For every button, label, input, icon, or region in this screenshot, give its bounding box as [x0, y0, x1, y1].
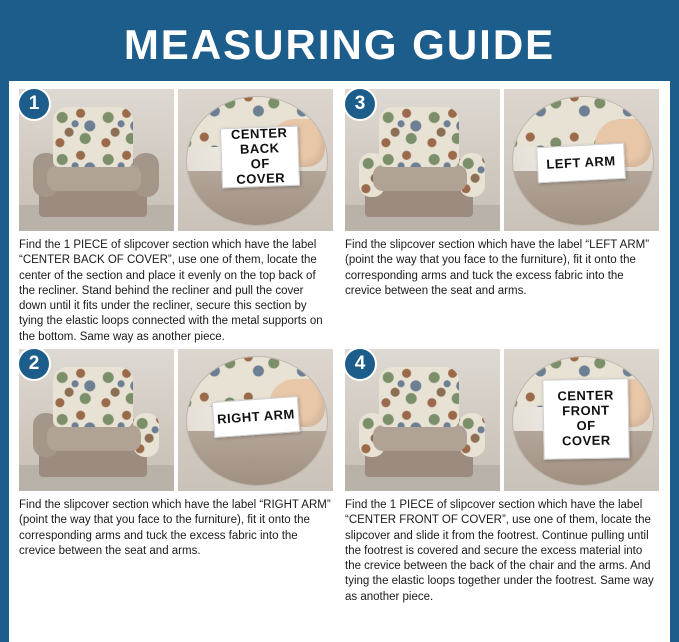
step-3-photo-detail	[504, 89, 659, 231]
recliner-back-slipcover	[53, 107, 133, 167]
recliner-seat	[47, 165, 141, 191]
step-4-zoom-circle	[512, 356, 654, 486]
page-header	[9, 9, 670, 81]
step-2-zoom-circle	[186, 356, 328, 486]
step-4-photo-detail	[504, 349, 659, 491]
recliner-back-slipcover	[53, 367, 133, 427]
step-2-photo-detail	[178, 349, 333, 491]
step-3-number-badge: 3	[345, 89, 375, 119]
tag-line-4: COVER	[561, 432, 611, 449]
step-1-photo-detail	[178, 89, 333, 231]
step-2	[19, 349, 334, 605]
recliner-illustration	[31, 363, 161, 481]
step-1	[19, 89, 334, 345]
step-4-number-badge: 4	[345, 349, 375, 379]
step-3-instructions: Find the slipcover section which have the label “LEFT ARM” (point the way that you face to the furniture), fit it onto the corresponding arms and tuck the excess fabric into the crevice between the seat and arms.	[345, 239, 650, 297]
step-3-zoom-circle	[512, 96, 654, 226]
recliner-seat	[373, 165, 467, 191]
tag-line-1: CENTER	[557, 387, 614, 404]
step-4	[345, 349, 660, 605]
step-1-images	[19, 89, 334, 231]
step-1-zoom-circle	[186, 96, 328, 226]
label-tag-left-arm	[536, 143, 626, 184]
tag-line-1: CENTER	[230, 125, 288, 143]
recliner-footrest	[373, 425, 467, 451]
recliner-illustration	[357, 363, 487, 481]
steps-grid	[19, 89, 660, 609]
step-2-instructions: Find the slipcover section which have the label “RIGHT ARM” (point the way that you face to the furniture), fit it onto the corresponding arms and tuck the excess fabric into the crevice between the seat and arms.	[19, 498, 331, 557]
step-1-instructions: Find the 1 PIECE of slipcover section which have the label “CENTER BACK OF COVER”, use one of them, locate the center of the section and place it evenly on the top back of the recliner. Stand behind the recliner and pull the cover down until it fits under the recliner, secure this section by tying the elastic loops connected with the metal supports on the bottom. Same way as another piece.	[19, 239, 323, 343]
step-4-images	[345, 349, 660, 491]
tag-line-1: RIGHT ARM	[216, 405, 296, 427]
recliner-illustration	[31, 103, 161, 221]
recliner-back-slipcover	[379, 107, 459, 167]
tag-line-3: OF	[576, 417, 596, 434]
tag-line-2: FRONT	[562, 402, 610, 419]
tag-line-4: COVER	[236, 170, 286, 187]
recliner-seat	[47, 425, 141, 451]
steps-content	[9, 81, 670, 609]
leather-area	[186, 431, 328, 486]
tag-line-3: OF	[250, 155, 271, 172]
label-tag-right-arm	[212, 396, 300, 438]
label-tag-center-front-of-cover	[542, 378, 629, 459]
step-2-images	[19, 349, 334, 491]
step-3	[345, 89, 660, 345]
step-1-number-badge: 1	[19, 89, 49, 119]
step-3-images	[345, 89, 660, 231]
step-2-number-badge: 2	[19, 349, 49, 379]
recliner-illustration	[357, 103, 487, 221]
page-title: MEASURING GUIDE	[123, 21, 556, 68]
tag-line-2: BACK	[239, 140, 280, 157]
tag-line-1: LEFT ARM	[545, 152, 616, 172]
label-tag-center-back-of-cover	[220, 126, 300, 189]
recliner-back-slipcover	[379, 367, 459, 427]
step-4-instructions: Find the 1 PIECE of slipcover section which have the label “CENTER FRONT OF COVER”, use one of them, locate the slipcover and slide it from the footrest. Continue pulling until the footrest is covered and secure the excess material into the crevice between the back of the chair and the arms. And tying the elastic loops together under the footrest. Same way as another piece.	[345, 498, 654, 603]
